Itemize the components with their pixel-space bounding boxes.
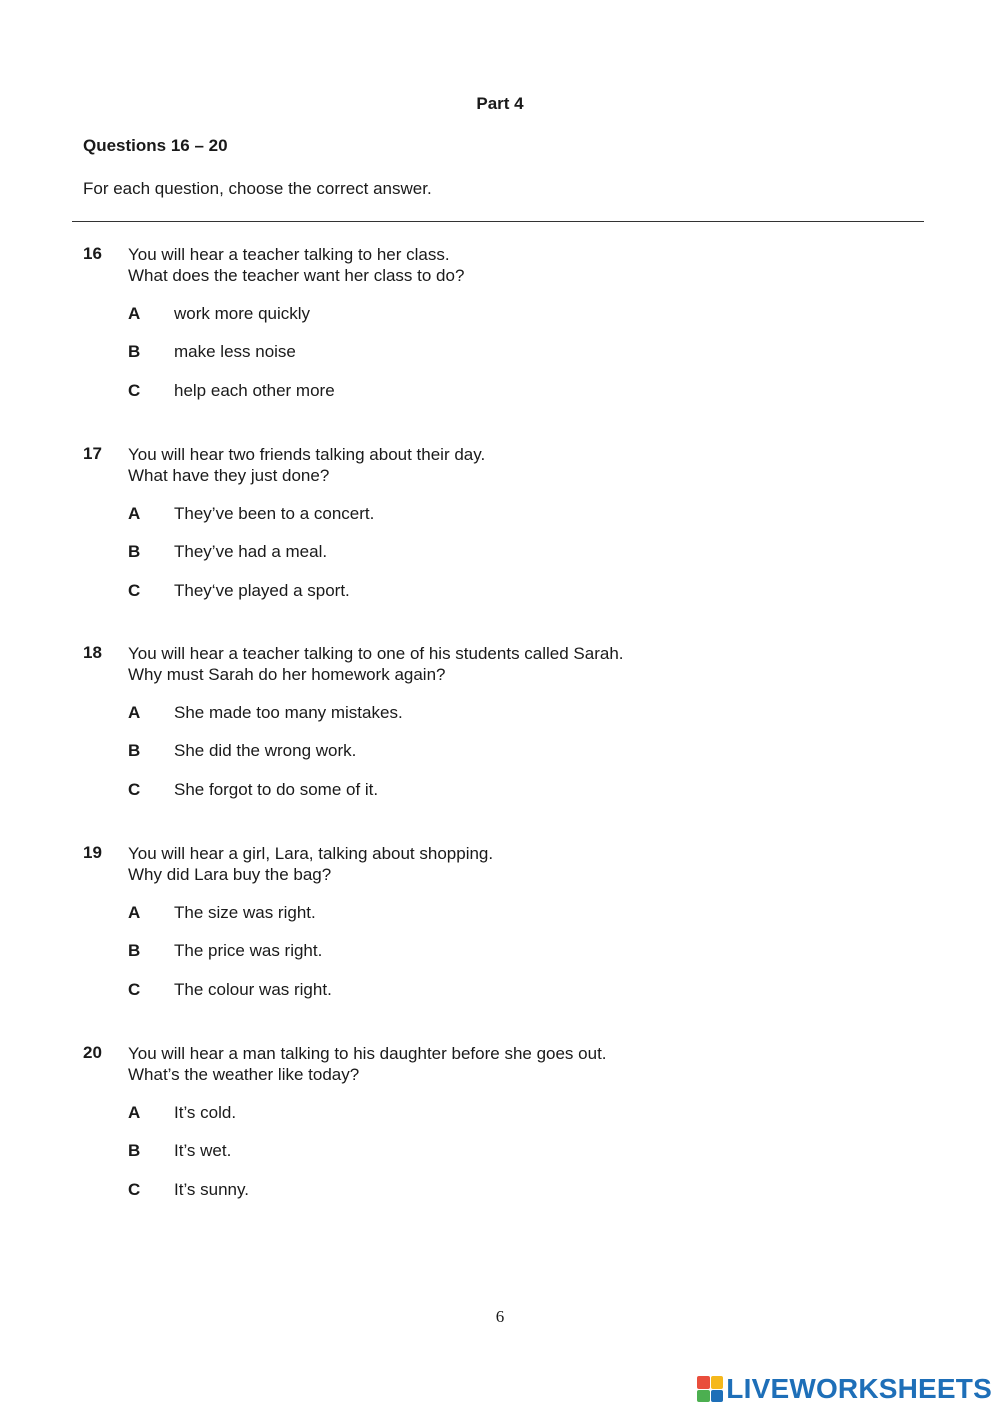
option-c[interactable] [128, 980, 628, 1004]
option-a[interactable] [128, 1103, 628, 1127]
liveworksheets-brand[interactable] [697, 1372, 992, 1406]
option-letter: A [128, 1103, 141, 1122]
option-letter: B [128, 342, 141, 361]
option-b[interactable] [128, 542, 628, 566]
divider [72, 221, 924, 222]
question-prompt: What does the teacher want her class to do? [128, 266, 465, 285]
questions-range-heading: Questions 16 – 20 [83, 136, 228, 155]
option-text: She did the wrong work. [174, 741, 357, 760]
option-letter: B [128, 941, 141, 960]
part-title: Part 4 [476, 94, 524, 113]
option-a[interactable] [128, 504, 628, 528]
question-prompt: Why must Sarah do her homework again? [128, 665, 446, 684]
option-letter: C [128, 581, 141, 600]
question-context: You will hear two friends talking about their day. [128, 445, 486, 464]
option-a[interactable] [128, 304, 628, 328]
option-letter: C [128, 1180, 141, 1199]
option-a[interactable] [128, 903, 628, 927]
question-number: 17 [83, 444, 102, 463]
option-text: She made too many mistakes. [174, 703, 403, 722]
question-context: You will hear a teacher talking to one of his students called Sarah. [128, 644, 624, 663]
question-number: 16 [83, 244, 102, 263]
question-context: You will hear a girl, Lara, talking about shopping. [128, 844, 494, 863]
option-text: They’ve had a meal. [174, 542, 328, 561]
option-c[interactable] [128, 581, 628, 605]
liveworksheets-logo-icon [697, 1376, 723, 1402]
option-text: The price was right. [174, 941, 323, 960]
option-c[interactable] [128, 1180, 628, 1204]
option-text: help each other more [174, 381, 335, 400]
option-letter: A [128, 903, 141, 922]
question-number: 18 [83, 643, 102, 662]
option-b[interactable] [128, 741, 628, 765]
option-letter: A [128, 304, 141, 323]
logo-square [697, 1376, 710, 1389]
option-b[interactable] [128, 1141, 628, 1165]
option-letter: B [128, 741, 141, 760]
option-c[interactable] [128, 381, 628, 405]
question-prompt: What’s the weather like today? [128, 1065, 360, 1084]
option-letter: C [128, 381, 141, 400]
option-text: make less noise [174, 342, 296, 361]
option-text: The size was right. [174, 903, 316, 922]
option-letter: C [128, 780, 141, 799]
option-text: work more quickly [174, 304, 311, 323]
question-prompt: Why did Lara buy the bag? [128, 865, 332, 884]
question-number: 20 [83, 1043, 102, 1062]
question-context: You will hear a teacher talking to her class. [128, 245, 450, 264]
option-text: They‘ve played a sport. [174, 581, 350, 600]
option-letter: B [128, 1141, 141, 1160]
instruction-text: For each question, choose the correct answer. [83, 179, 432, 198]
option-a[interactable] [128, 703, 628, 727]
page-number: 6 [495, 1307, 505, 1326]
question-prompt: What have they just done? [128, 466, 330, 485]
question-context: You will hear a man talking to his daughter before she goes out. [128, 1044, 607, 1063]
option-text: It’s wet. [174, 1141, 232, 1160]
brand-name: LIVEWORKSHEETS [726, 1373, 992, 1404]
option-letter: A [128, 504, 141, 523]
option-b[interactable] [128, 342, 628, 366]
option-text: It’s sunny. [174, 1180, 249, 1199]
option-letter: C [128, 980, 141, 999]
option-text: The colour was right. [174, 980, 332, 999]
logo-square [697, 1390, 710, 1403]
option-letter: B [128, 542, 141, 561]
option-text: It’s cold. [174, 1103, 237, 1122]
option-c[interactable] [128, 780, 628, 804]
option-text: They’ve been to a concert. [174, 504, 375, 523]
option-letter: A [128, 703, 141, 722]
option-b[interactable] [128, 941, 628, 965]
option-text: She forgot to do some of it. [174, 780, 379, 799]
question-number: 19 [83, 843, 102, 862]
logo-square [711, 1390, 724, 1403]
logo-square [711, 1376, 724, 1389]
